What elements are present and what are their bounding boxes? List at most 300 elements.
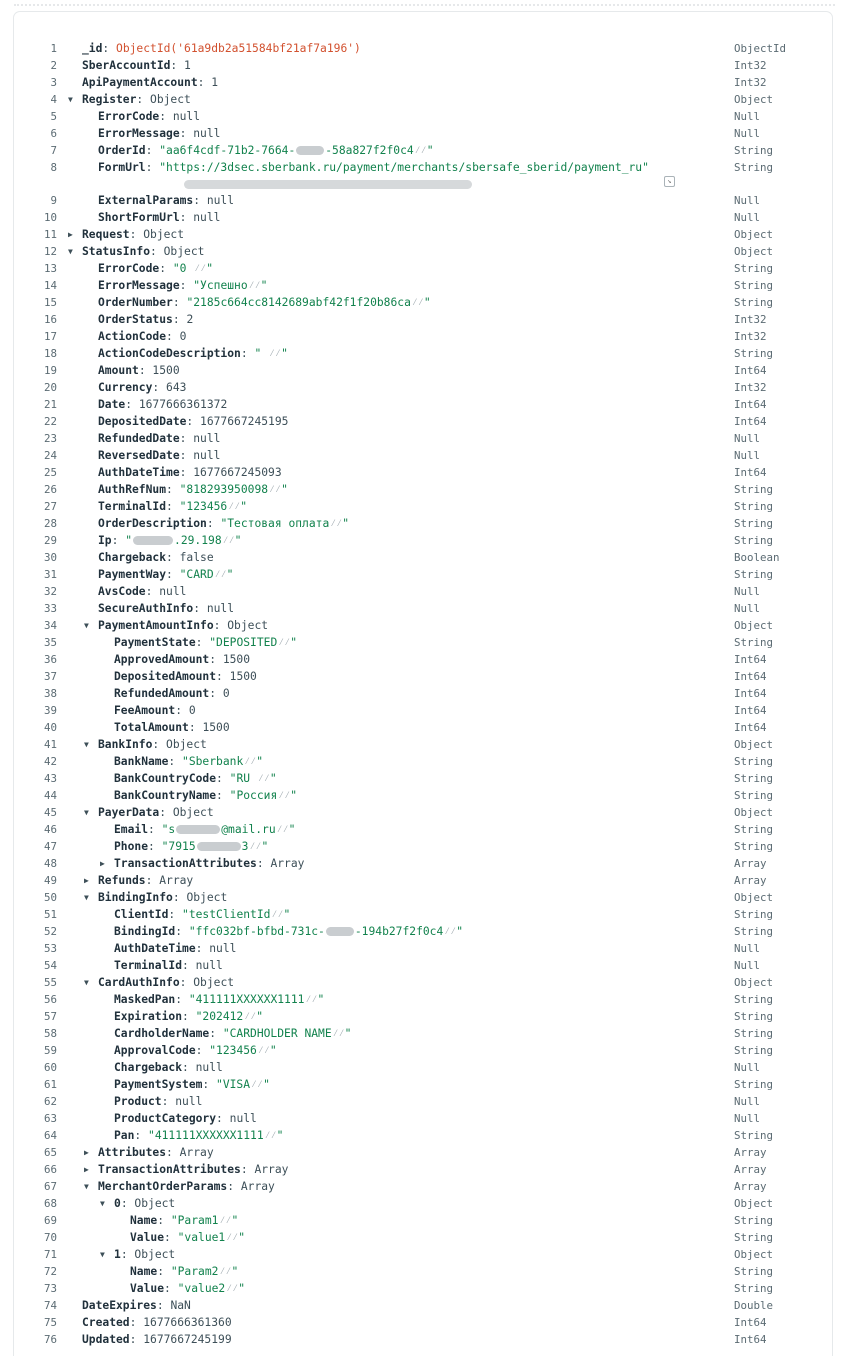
field-type: Null: [734, 449, 761, 462]
value-text: 0: [222, 687, 230, 700]
value-text: Object: [186, 891, 228, 904]
value-text: Object: [193, 976, 235, 989]
field-value[interactable]: [180, 330, 187, 343]
field-key: ActionCodeDescription: [98, 347, 241, 360]
key-separator: :: [129, 1316, 144, 1329]
edit-indicator-icon: ⁄⁄: [305, 994, 318, 1005]
field-value[interactable]: [143, 1333, 231, 1346]
field-key: 1: [114, 1248, 121, 1261]
field-row[interactable]: [14, 549, 832, 566]
field-key: Chargeback: [114, 1061, 183, 1074]
edit-indicator-icon: ⁄⁄: [194, 263, 207, 274]
edit-indicator-icon: ⁄⁄: [332, 1028, 345, 1039]
line-number: 27: [43, 500, 57, 513]
field-content: [114, 1093, 202, 1110]
line-number: 6: [50, 127, 57, 140]
line-number: 5: [50, 110, 57, 123]
field-row[interactable]: [14, 1212, 832, 1229]
field-value[interactable]: [173, 806, 214, 819]
field-value[interactable]: [207, 194, 234, 207]
value-text: ": [269, 772, 277, 785]
edit-indicator-icon: ⁄⁄: [411, 297, 424, 308]
value-text: ": [423, 296, 431, 309]
edit-indicator-icon: ⁄⁄: [228, 501, 241, 512]
field-row[interactable]: [14, 108, 832, 125]
field-row[interactable]: [14, 515, 832, 532]
field-value[interactable]: [186, 891, 227, 904]
field-value[interactable]: [196, 1061, 223, 1074]
field-row[interactable]: [14, 1229, 832, 1246]
field-row[interactable]: [14, 1297, 832, 1314]
field-content: [98, 464, 282, 481]
field-row[interactable]: [14, 159, 832, 192]
field-value[interactable]: [193, 976, 234, 989]
edit-indicator-icon: ⁄⁄: [249, 841, 262, 852]
triangle-right-icon[interactable]: ▶: [100, 859, 105, 868]
field-value[interactable]: [171, 1214, 238, 1227]
line-number: 4: [50, 93, 57, 106]
field-value[interactable]: [189, 925, 463, 938]
line-number: 11: [43, 228, 57, 241]
field-value[interactable]: [220, 517, 349, 530]
field-content: [114, 1059, 223, 1076]
field-value[interactable]: [223, 653, 250, 666]
field-value[interactable]: [170, 1299, 190, 1312]
value-text: "Россия: [229, 789, 278, 802]
field-value[interactable]: [209, 636, 297, 649]
field-key: BankName: [114, 755, 169, 768]
value-text: "123456: [209, 1044, 257, 1057]
field-row[interactable]: [14, 125, 832, 142]
value-text: false: [179, 551, 214, 564]
field-row[interactable]: [14, 940, 832, 957]
value-text: null: [206, 602, 235, 615]
field-value[interactable]: [230, 670, 257, 683]
field-value[interactable]: [254, 347, 287, 360]
field-value[interactable]: [116, 42, 361, 55]
line-number: 7: [50, 144, 57, 157]
field-row[interactable]: [14, 719, 832, 736]
field-row[interactable]: [14, 277, 832, 294]
field-row[interactable]: [14, 142, 832, 159]
field-value[interactable]: [173, 110, 200, 123]
field-row[interactable]: [14, 889, 832, 906]
field-key: ExternalParams: [98, 194, 194, 207]
field-row[interactable]: [14, 396, 832, 413]
value-text: "aa6f4cdf-71b2-7664-: [159, 144, 296, 157]
field-row[interactable]: [14, 192, 832, 209]
field-key: AuthRefNum: [98, 483, 167, 496]
field-value[interactable]: [216, 1078, 270, 1091]
field-row[interactable]: [14, 702, 832, 719]
field-row[interactable]: [14, 74, 832, 91]
field-value[interactable]: [209, 1044, 276, 1057]
field-row[interactable]: [14, 464, 832, 481]
field-row[interactable]: [14, 991, 832, 1008]
field-row[interactable]: [14, 243, 832, 260]
field-value[interactable]: [180, 500, 247, 513]
line-number: 2: [50, 59, 57, 72]
field-value[interactable]: [223, 687, 230, 700]
field-row[interactable]: [14, 583, 832, 600]
field-value[interactable]: [182, 755, 263, 768]
line-number: 62: [43, 1095, 57, 1108]
field-value[interactable]: [171, 1265, 238, 1278]
field-type: Int64: [734, 364, 767, 377]
line-number: 59: [43, 1044, 57, 1057]
value-text: 1677667245195: [200, 415, 289, 428]
field-value[interactable]: [200, 415, 288, 428]
field-key: BankInfo: [98, 738, 153, 751]
field-row[interactable]: [14, 1093, 832, 1110]
field-row[interactable]: [14, 413, 832, 430]
field-type: Null: [734, 1061, 761, 1074]
field-key: Created: [82, 1316, 130, 1329]
field-row[interactable]: [14, 855, 832, 872]
line-number: 48: [43, 857, 57, 870]
field-value[interactable]: [230, 789, 297, 802]
field-type: String: [734, 1265, 774, 1278]
field-value[interactable]: [164, 245, 205, 258]
field-value[interactable]: [196, 959, 223, 972]
field-value[interactable]: [230, 772, 277, 785]
value-text: Array: [159, 874, 194, 887]
value-text: -58a827f2f0c4: [325, 144, 414, 157]
field-type: Object: [734, 1197, 774, 1210]
value-text: ": [344, 1027, 352, 1040]
field-row[interactable]: [14, 753, 832, 770]
field-row[interactable]: [14, 1076, 832, 1093]
field-content: [98, 260, 213, 277]
field-row[interactable]: [14, 1331, 832, 1348]
field-row[interactable]: [14, 328, 832, 345]
field-value[interactable]: [134, 1248, 175, 1261]
field-row[interactable]: [14, 923, 832, 940]
field-row[interactable]: [14, 685, 832, 702]
field-value[interactable]: [184, 59, 191, 72]
field-row[interactable]: [14, 838, 832, 855]
field-row[interactable]: [14, 447, 832, 464]
key-separator: :: [164, 1231, 178, 1244]
field-value[interactable]: [148, 1129, 283, 1142]
resize-handle-icon[interactable]: ↘: [664, 176, 675, 187]
edit-indicator-icon: ⁄⁄: [248, 280, 261, 291]
value-text: ": [238, 1231, 246, 1244]
triangle-right-icon[interactable]: ▶: [84, 1165, 89, 1174]
field-value[interactable]: [162, 840, 269, 853]
field-type: String: [734, 144, 774, 157]
line-number: 40: [43, 721, 57, 734]
field-value[interactable]: [180, 551, 214, 564]
key-separator: :: [179, 127, 194, 140]
field-value[interactable]: [193, 211, 220, 224]
field-row[interactable]: [14, 481, 832, 498]
field-row[interactable]: [14, 617, 832, 634]
field-value[interactable]: [186, 296, 430, 309]
field-row[interactable]: [14, 1144, 832, 1161]
field-value[interactable]: [193, 127, 220, 140]
field-row[interactable]: [14, 1280, 832, 1297]
field-type: Int64: [734, 1316, 767, 1329]
field-row[interactable]: [14, 566, 832, 583]
field-value[interactable]: [125, 534, 241, 547]
redacted-blur: [133, 536, 173, 545]
triangle-down-icon[interactable]: ▼: [100, 1199, 105, 1208]
field-row[interactable]: [14, 736, 832, 753]
line-number: 64: [43, 1129, 57, 1142]
field-row[interactable]: [14, 311, 832, 328]
value-text: null: [193, 127, 221, 140]
field-type: Int64: [734, 398, 767, 411]
field-row[interactable]: [14, 1059, 832, 1076]
field-value[interactable]: [159, 874, 193, 887]
field-type: Object: [734, 976, 774, 989]
line-number: 35: [43, 636, 57, 649]
edit-indicator-icon: ⁄⁄: [257, 773, 270, 784]
field-row[interactable]: [14, 821, 832, 838]
field-row[interactable]: [14, 430, 832, 447]
field-row[interactable]: [14, 57, 832, 74]
value-text: 1677667245199: [143, 1333, 232, 1346]
field-row[interactable]: [14, 294, 832, 311]
field-type: String: [734, 279, 774, 292]
value-text: 1500: [229, 670, 257, 683]
field-key: Expiration: [114, 1010, 183, 1023]
field-row[interactable]: [14, 1161, 832, 1178]
field-row[interactable]: [14, 260, 832, 277]
field-value[interactable]: [180, 568, 234, 581]
field-row[interactable]: [14, 1246, 832, 1263]
key-separator: :: [166, 500, 180, 513]
field-row[interactable]: [14, 362, 832, 379]
value-text: "RU: [229, 772, 257, 785]
triangle-right-icon[interactable]: ▶: [84, 1148, 89, 1157]
line-number: 20: [43, 381, 57, 394]
edit-indicator-icon: ⁄⁄: [219, 1215, 232, 1226]
key-separator: :: [186, 415, 201, 428]
field-content: [98, 209, 220, 226]
field-row[interactable]: [14, 345, 832, 362]
field-row[interactable]: [14, 634, 832, 651]
key-separator: :: [134, 1129, 149, 1142]
field-value[interactable]: [162, 823, 296, 836]
field-content: [100, 1195, 176, 1212]
field-content: [84, 1178, 275, 1195]
field-row[interactable]: [14, 1263, 832, 1280]
field-row[interactable]: [14, 532, 832, 549]
field-row[interactable]: [14, 770, 832, 787]
field-row[interactable]: [14, 974, 832, 991]
field-key: ApprovalCode: [114, 1044, 196, 1057]
field-value[interactable]: [159, 585, 186, 598]
field-type: String: [734, 993, 774, 1006]
triangle-down-icon[interactable]: ▼: [84, 740, 89, 749]
value-text: ": [260, 279, 268, 292]
field-row[interactable]: [14, 906, 832, 923]
field-value[interactable]: [254, 1163, 288, 1176]
key-separator: :: [120, 1197, 135, 1210]
field-row[interactable]: [14, 1042, 832, 1059]
triangle-down-icon[interactable]: ▼: [84, 808, 89, 817]
triangle-down-icon[interactable]: ▼: [84, 978, 89, 987]
field-row[interactable]: [14, 498, 832, 515]
field-content: [82, 1297, 191, 1314]
field-value[interactable]: [175, 1095, 202, 1108]
value-text: 3: [241, 840, 249, 853]
key-separator: :: [179, 449, 194, 462]
value-text: "DEPOSITED: [209, 636, 278, 649]
field-key: PaymentSystem: [114, 1078, 203, 1091]
triangle-right-icon[interactable]: ▶: [84, 876, 89, 885]
field-type: String: [734, 1282, 774, 1295]
triangle-down-icon[interactable]: ▼: [100, 1250, 105, 1259]
field-value[interactable]: [152, 364, 179, 377]
field-type: String: [734, 823, 774, 836]
field-type: Array: [734, 1146, 767, 1159]
field-value[interactable]: [186, 313, 193, 326]
field-content: [98, 294, 431, 311]
field-row[interactable]: [14, 379, 832, 396]
field-key: CardAuthInfo: [98, 976, 180, 989]
field-value[interactable]: [196, 1010, 263, 1023]
field-value[interactable]: [166, 738, 207, 751]
field-value[interactable]: [189, 704, 196, 717]
field-value[interactable]: [178, 1282, 245, 1295]
field-row[interactable]: [14, 226, 832, 243]
key-separator: :: [161, 1095, 176, 1108]
field-value[interactable]: [193, 449, 220, 462]
field-value[interactable]: [193, 432, 220, 445]
field-value[interactable]: [159, 161, 649, 174]
key-separator: :: [145, 874, 160, 887]
field-value[interactable]: [178, 1231, 245, 1244]
field-value[interactable]: [159, 144, 433, 157]
field-key: OrderStatus: [98, 313, 173, 326]
key-separator: :: [227, 1180, 241, 1193]
field-key: ShortFormUrl: [98, 211, 180, 224]
field-content: [84, 974, 235, 991]
field-row[interactable]: [14, 651, 832, 668]
field-value[interactable]: [180, 1146, 214, 1159]
edit-indicator-icon: ⁄⁄: [444, 926, 457, 937]
field-type: Int64: [734, 466, 767, 479]
field-row[interactable]: [14, 209, 832, 226]
field-value[interactable]: [139, 398, 227, 411]
triangle-down-icon[interactable]: ▼: [68, 95, 73, 104]
field-row[interactable]: [14, 668, 832, 685]
value-text: null: [195, 1061, 223, 1074]
field-key: ErrorCode: [98, 110, 160, 123]
field-value[interactable]: [182, 908, 290, 921]
field-value[interactable]: [180, 483, 288, 496]
triangle-down-icon[interactable]: ▼: [84, 1182, 89, 1191]
field-value[interactable]: [166, 381, 186, 394]
line-number: 43: [43, 772, 57, 785]
key-separator: :: [129, 228, 144, 241]
field-value[interactable]: [270, 857, 304, 870]
key-separator: :: [125, 398, 139, 411]
field-value[interactable]: [202, 721, 229, 734]
field-value[interactable]: [211, 76, 218, 89]
field-value[interactable]: [209, 942, 236, 955]
field-value[interactable]: [227, 619, 268, 632]
field-content: [114, 906, 290, 923]
field-value[interactable]: [230, 1112, 257, 1125]
field-row[interactable]: [14, 600, 832, 617]
edit-indicator-icon: ⁄⁄: [219, 1266, 232, 1277]
field-value[interactable]: [150, 93, 191, 106]
key-separator: :: [150, 245, 164, 258]
field-content: [114, 753, 263, 770]
field-row[interactable]: [14, 1178, 832, 1195]
value-text: null: [175, 1095, 203, 1108]
key-separator: :: [156, 1299, 171, 1312]
field-row[interactable]: [14, 1110, 832, 1127]
value-text: ": [456, 925, 464, 938]
value-text: "123456: [179, 500, 228, 513]
value-text: ": [290, 789, 298, 802]
field-value[interactable]: [143, 228, 184, 241]
key-separator: :: [157, 1265, 171, 1278]
value-text: null: [193, 449, 221, 462]
field-value[interactable]: [173, 262, 213, 275]
field-key: Register: [82, 93, 137, 106]
field-type: Int32: [734, 313, 767, 326]
triangle-down-icon[interactable]: ▼: [68, 247, 73, 256]
field-value[interactable]: [207, 602, 234, 615]
field-value[interactable]: [143, 1316, 231, 1329]
edit-indicator-icon: ⁄⁄: [257, 1045, 270, 1056]
field-row[interactable]: [14, 787, 832, 804]
field-value[interactable]: [193, 466, 281, 479]
line-number: 18: [43, 347, 57, 360]
key-separator: :: [209, 687, 223, 700]
value-text: ": [288, 823, 296, 836]
triangle-right-icon[interactable]: ▶: [68, 230, 73, 239]
field-value[interactable]: [223, 1027, 352, 1040]
field-type: Null: [734, 1095, 761, 1108]
field-key: MerchantOrderParams: [98, 1180, 228, 1193]
triangle-down-icon[interactable]: ▼: [84, 893, 89, 902]
field-row[interactable]: [14, 872, 832, 889]
field-row[interactable]: [14, 1314, 832, 1331]
field-value[interactable]: [241, 1180, 275, 1193]
field-row[interactable]: [14, 1008, 832, 1025]
field-row[interactable]: [14, 1127, 832, 1144]
key-separator: :: [182, 1010, 196, 1023]
key-separator: :: [216, 789, 230, 802]
field-content: [114, 923, 463, 940]
triangle-down-icon[interactable]: ▼: [84, 621, 89, 630]
field-row[interactable]: [14, 91, 832, 108]
field-key: Name: [130, 1265, 158, 1278]
field-value[interactable]: [134, 1197, 175, 1210]
edit-indicator-icon: ⁄⁄: [276, 824, 289, 835]
field-row[interactable]: [14, 804, 832, 821]
field-row[interactable]: [14, 1025, 832, 1042]
field-row[interactable]: [14, 957, 832, 974]
field-row[interactable]: [14, 1195, 832, 1212]
line-number: 66: [43, 1163, 57, 1176]
field-content: [100, 1246, 176, 1263]
field-type: Object: [734, 1248, 774, 1261]
field-row[interactable]: [14, 40, 832, 57]
key-separator: :: [145, 161, 160, 174]
edit-indicator-icon: ⁄⁄: [271, 909, 284, 920]
line-number: 71: [43, 1248, 57, 1261]
field-value[interactable]: [189, 993, 324, 1006]
field-value[interactable]: [193, 279, 267, 292]
